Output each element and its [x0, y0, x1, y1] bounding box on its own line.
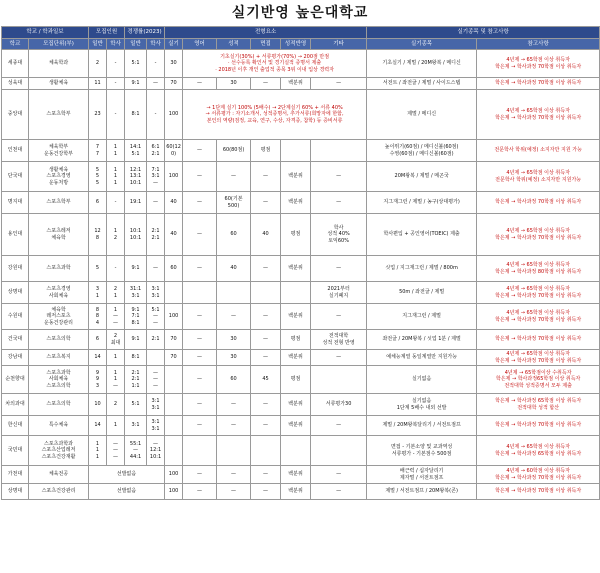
quota-bachelor-cell: 1 [107, 350, 125, 366]
practical-ratio-cell: 100 [165, 466, 183, 484]
quota-bachelor-cell: - [107, 50, 125, 78]
table-row [2, 282, 600, 304]
practical-ratio-cell: 70 [165, 78, 183, 90]
competition-bachelor-cell: 2:1 2:1 [147, 214, 165, 256]
column-header: 일반 [89, 39, 107, 50]
practical-ratio-cell [165, 366, 183, 394]
quota-bachelor-cell: 1 1 1 [107, 162, 125, 192]
column-header: 실기종목 [367, 39, 477, 50]
practical-items-cell: 20M왕복 / 제멀 / 메곤국 [367, 162, 477, 192]
competition-general-cell: 9:1 7:1 8:1 [125, 304, 147, 330]
grade-scale-cell: 백분위 [281, 78, 311, 90]
practical-ratio-cell: 100 [165, 304, 183, 330]
practical-items-cell: 실기없음 1단계 5배수 내외 선발 [367, 394, 477, 416]
reference-note-cell: 4년제 → 60학점 이상 취득자 학은제 → 학사과정 70학점 이상 취득자 [477, 466, 600, 484]
grade-cell: 60(80점) [217, 140, 251, 162]
etc-cell: — [311, 192, 367, 214]
grade-cell: 60 [217, 214, 251, 256]
table-row [2, 162, 600, 192]
etc-cell: — [311, 350, 367, 366]
interview-cell: — [251, 162, 281, 192]
practical-items-cell: 높이뛰기(60점) / 메디신볼(60점) 수영(60점) / 메디신볼(60점) [367, 140, 477, 162]
english-cell: — [183, 350, 217, 366]
practical-ratio-cell: 70 [165, 330, 183, 350]
quota-general-cell: 2 [89, 50, 107, 78]
etc-cell: 학사 성적 40% 토익60% [311, 214, 367, 256]
grade-cell: — [217, 304, 251, 330]
column-header: 기타 [311, 39, 367, 50]
grade-scale-cell: 백분위 [281, 350, 311, 366]
quota-general-cell: 3 1 [89, 282, 107, 304]
interview-cell [251, 282, 281, 304]
column-header: 참고사항 [477, 39, 600, 50]
grade-scale-cell: 백분위 [281, 466, 311, 484]
practical-items-cell: 좌전굴 / 20M왕복 / 싯업 1분 / 제멀 [367, 330, 477, 350]
column-header: 성적 [217, 39, 251, 50]
dept-cell: 스포츠경영 사회체육 [29, 282, 89, 304]
reference-note-cell: 전문학사 학위(예정) 소지자만 지원 가능 [477, 140, 600, 162]
practical-items-cell: 싯업 / 지그재그런 / 제멀 / 800m [367, 256, 477, 282]
competition-bachelor-cell: — [147, 192, 165, 214]
interview-cell: 평점 [251, 140, 281, 162]
quota-general-cell: 5 [89, 256, 107, 282]
school-cell: 가천대 [2, 466, 29, 484]
dept-cell: 스포츠레저 체육학 [29, 214, 89, 256]
etc-cell [311, 366, 367, 394]
competition-bachelor-cell: 7:1 3:1 — [147, 162, 165, 192]
competition-general-cell: 14:1 5:1 [125, 140, 147, 162]
competition-general-cell: 10:1 10:1 [125, 214, 147, 256]
practical-ratio-cell [165, 436, 183, 466]
competition-general-cell: 31:1 3:1 [125, 282, 147, 304]
school-cell: 단국대 [2, 162, 29, 192]
quota-bachelor-cell: 1 — — [107, 304, 125, 330]
competition-general-cell: 19:1 [125, 192, 147, 214]
admissions-table [1, 26, 600, 500]
competition-bachelor-cell: - [147, 50, 165, 78]
competition-general-cell: 12:1 13:1 10:1 [125, 162, 147, 192]
column-header: 성적반영 [281, 39, 311, 50]
grade-scale-cell: 백분위 [281, 256, 311, 282]
dept-cell: 스포츠의학 [29, 330, 89, 350]
school-cell: 상명대 [2, 484, 29, 500]
quota-general-cell: 8 8 4 [89, 304, 107, 330]
practical-items-cell: 기초실기 / 제멀 / 20M왕복 / 메디신 [367, 50, 477, 78]
school-cell: 상명대 [2, 282, 29, 304]
column-header: 학사 [107, 39, 125, 50]
english-cell: — [183, 256, 217, 282]
quota-general-cell: 7 7 [89, 140, 107, 162]
practical-ratio-cell: 100 [165, 484, 183, 500]
grade-cell: — [217, 394, 251, 416]
column-header: 학교 [2, 39, 29, 50]
quota-general-cell: 14 [89, 350, 107, 366]
column-header: 모집단위(부) [29, 39, 89, 50]
practical-ratio-cell: 40 [165, 192, 183, 214]
english-cell: — [183, 304, 217, 330]
table-row [2, 350, 600, 366]
table-row [2, 78, 600, 90]
competition-general-cell: 3:1 [125, 416, 147, 436]
school-cell: 건국대 [2, 330, 29, 350]
practical-ratio-cell: 100 [165, 162, 183, 192]
quota-bachelor-cell: 1 [107, 416, 125, 436]
competition-general-cell: 55:1 — 44:1 [125, 436, 147, 466]
dept-cell: 스포츠학부 [29, 192, 89, 214]
table-row [2, 140, 600, 162]
school-cell: 성육대 [2, 78, 29, 90]
grade-scale-cell [281, 140, 311, 162]
table-row [2, 466, 600, 484]
table-row [2, 90, 600, 140]
quota-bachelor-cell: 1 1 — [107, 366, 125, 394]
interview-cell: — [251, 484, 281, 500]
school-cell: 한신대 [2, 416, 29, 436]
school-cell: 강원대 [2, 256, 29, 282]
grade-scale-cell: 백분위 [281, 192, 311, 214]
practical-items-cell: 예체능계열 동일계열만 지원가능 [367, 350, 477, 366]
dept-cell: 체육학 레저스포츠 운동건강관리 [29, 304, 89, 330]
competition-bachelor-cell: — — — [147, 366, 165, 394]
reference-note-cell: 4년제 → 65학점 이상 취득자 학은제 → 학사과정 70학점 이상 취득자 [477, 282, 600, 304]
grade-cell [217, 282, 251, 304]
grade-scale-cell [281, 436, 311, 466]
reference-note-cell: 학은제 → 학사과정 70학점 이상 취득자 [477, 192, 600, 214]
interview-cell [251, 436, 281, 466]
competition-bachelor-cell: 3:1 3:1 [147, 394, 165, 416]
grade-scale-cell: 백분위 [281, 162, 311, 192]
interview-cell: — [251, 304, 281, 330]
school-cell: 순천향대 [2, 366, 29, 394]
quota-general-cell: 14 [89, 416, 107, 436]
quota-bachelor-cell: - [107, 192, 125, 214]
dept-cell: 스포츠복지 [29, 350, 89, 366]
grade-cell [217, 436, 251, 466]
header-group-competition: 경쟁률(2023) [125, 27, 165, 39]
competition-bachelor-cell: — 12:1 10:1 [147, 436, 165, 466]
english-cell: — [183, 140, 217, 162]
table-row [2, 330, 600, 350]
english-cell: — [183, 394, 217, 416]
reference-note-cell: 4년제 → 65학점 이상 취득자 학은제 → 학사과정 70학점 이상 취득자 [477, 50, 600, 78]
etc-cell: 서류평가30 [311, 394, 367, 416]
table-row [2, 50, 600, 78]
dept-cell: 생활체육 스포츠경영 운동처방 [29, 162, 89, 192]
quota-cell: 선발없음 [89, 466, 165, 484]
reference-note-cell: 학은제 → 학사과정 65학점 이상 취득자 전적대학 성적 합산 [477, 394, 600, 416]
table-row [2, 416, 600, 436]
competition-bachelor-cell: 3:1 3:1 [147, 416, 165, 436]
competition-bachelor-cell: — [147, 78, 165, 90]
interview-cell: — [251, 78, 281, 90]
grade-scale-cell: 평점 [281, 330, 311, 350]
competition-bachelor-cell: - [147, 90, 165, 140]
interview-cell: — [251, 330, 281, 350]
reference-note-cell: 4년제 → 65학점 이상 취득자 학은제 → 학사과정 70학점 이상 취득자 [477, 304, 600, 330]
grade-scale-cell: 백분위 [281, 394, 311, 416]
table-row [2, 394, 600, 416]
english-cell: — [183, 330, 217, 350]
quota-cell: 선발없음 [89, 484, 165, 500]
grade-cell: 60 [217, 366, 251, 394]
competition-general-cell: 8:1 [125, 350, 147, 366]
interview-cell: — [251, 394, 281, 416]
practical-items-cell: 학사편입 + 공인영어(TOEIC) 제출 [367, 214, 477, 256]
column-header: 실기 [165, 39, 183, 50]
etc-cell: 전적대학 성적 전형 반영 [311, 330, 367, 350]
practical-items-cell: 제멀 / 20M왕복달리기 / 서전트점프 [367, 416, 477, 436]
etc-cell: — [311, 78, 367, 90]
school-cell: 차의과대 [2, 394, 29, 416]
dept-cell: 스포츠과학 사회체육 스포츠의학 [29, 366, 89, 394]
quota-bachelor-cell: - [107, 78, 125, 90]
reference-note-cell: 4년제 → 65학점 이상 취득자 학은제 → 학사과정 80학점 이상 취득자 [477, 256, 600, 282]
practical-items-cell: 면접 - 기본소양 및 교과역성 서류평가 - 기본점수 500점 [367, 436, 477, 466]
practical-items-cell: 배근력 / 십자달리기 제자멀 / 서전트점프 [367, 466, 477, 484]
english-cell: — [183, 416, 217, 436]
school-cell: 강남대 [2, 350, 29, 366]
header-group-quota: 모집인원 [89, 27, 125, 39]
etc-cell: — [311, 466, 367, 484]
grade-cell: 30 [217, 350, 251, 366]
school-cell: 용인대 [2, 214, 29, 256]
practical-items-cell: 서전트 / 좌전굴 / 제멀 / 사이드스텝 [367, 78, 477, 90]
school-cell: 명지대 [2, 192, 29, 214]
column-header: 학사 [147, 39, 165, 50]
practical-ratio-cell: 70 [165, 350, 183, 366]
dept-cell: 체육전공 [29, 466, 89, 484]
reference-note-cell: 4년제 → 65학점 이상 취득자 학은제 → 학사과정 65학점 이상 취득자 [477, 436, 600, 466]
quota-general-cell: 11 [89, 78, 107, 90]
competition-general-cell: 9:1 [125, 256, 147, 282]
school-cell: 중앙대 [2, 90, 29, 140]
english-cell [183, 436, 217, 466]
reference-note-cell: 4년제 → 65학점 이상 취득자 학은제 → 학사과정 70학점 이상 취득자 [477, 90, 600, 140]
competition-bachelor-cell: 6:1 2:1 [147, 140, 165, 162]
etc-cell: — [311, 256, 367, 282]
reference-note-cell: 학은제 → 학사과정 70학점 이상 취득자 [477, 484, 600, 500]
reference-note-cell: 학은제 → 학사과정 70학점 이상 취득자 [477, 330, 600, 350]
quota-bachelor-cell: 1 1 [107, 140, 125, 162]
table-body [2, 50, 600, 500]
school-cell: 수원대 [2, 304, 29, 330]
grade-cell: 30 [217, 330, 251, 350]
grade-cell: 60(기본 500) [217, 192, 251, 214]
quota-bachelor-cell: 1 2 [107, 214, 125, 256]
interview-cell: — [251, 350, 281, 366]
grade-cell: — [217, 466, 251, 484]
quota-bachelor-cell: 2 1 [107, 282, 125, 304]
english-cell: — [183, 162, 217, 192]
quota-general-cell: 23 [89, 90, 107, 140]
grade-scale-cell: 백분위 [281, 416, 311, 436]
practical-items-cell: 지그재그런 / 제멀 / 농구(상대평가) [367, 192, 477, 214]
header-group-practical: 실기종목 및 참고사항 [367, 27, 600, 39]
practical-ratio-cell: 60 [165, 256, 183, 282]
practical-ratio-cell: 100 [165, 90, 183, 140]
table-row [2, 192, 600, 214]
practical-items-cell: 지그재그런 / 제멀 [367, 304, 477, 330]
page-title: 실기반영 높은대학교 [231, 5, 369, 21]
quota-general-cell: 9 9 3 [89, 366, 107, 394]
competition-general-cell: 5:1 [125, 50, 147, 78]
english-cell: — [183, 366, 217, 394]
etc-cell: — [311, 416, 367, 436]
grade-scale-cell: 백분위 [281, 304, 311, 330]
elements-note-cell: → 1단계 실기 100% (5배수) → 2단계실기 60% + 서류 40% → 서류평가 : 자기소개서, 성적증명서, 추가서류(희망자에 한함, 본인의 역량(검정, 교육, 연구, 수상, 자격증, 참학) 등 증비서류 [183, 90, 367, 140]
grade-scale-cell [281, 282, 311, 304]
dept-cell: 체육학부 운동건강학부 [29, 140, 89, 162]
grade-scale-cell: 백분위 [281, 484, 311, 500]
practical-ratio-cell [165, 282, 183, 304]
competition-bachelor-cell: 5:1 — — [147, 304, 165, 330]
english-cell: — [183, 214, 217, 256]
english-cell: — [183, 192, 217, 214]
practical-items-cell: 제멀 / 서전트점프 / 20M왕복(콘) [367, 484, 477, 500]
practical-ratio-cell [165, 394, 183, 416]
dept-cell: 스포츠과학과 스포츠산업레저 스포츠건강재활 [29, 436, 89, 466]
quota-bachelor-cell: - [107, 90, 125, 140]
quota-general-cell: 10 [89, 394, 107, 416]
competition-bachelor-cell [147, 350, 165, 366]
reference-note-cell: 4년제 → 65학점이상 수취득자 학은제 → 학사과정65학점 이상 취득자 전적대학 성적증명서 모두 제출 [477, 366, 600, 394]
competition-general-cell: 5:1 [125, 394, 147, 416]
etc-cell: — [311, 162, 367, 192]
quota-general-cell: 6 [89, 192, 107, 214]
dept-cell: 스포츠학부 [29, 90, 89, 140]
school-cell: 인천대 [2, 140, 29, 162]
elements-note-cell: 기초실기(30%) + 서류평가(70%) → 200점 만점 · 선수등록 확인서 및 경기실적 증명서 제출 · 2018년 이후 개인 출업적 종목 3위 이내 입상 경력자 [183, 50, 367, 78]
table-row [2, 304, 600, 330]
reference-note-cell: 학은제 → 학사과정 70학점 이상 취득자 [477, 416, 600, 436]
dept-cell: 체육학과 [29, 50, 89, 78]
grade-cell: 40 [217, 256, 251, 282]
etc-cell: 2021부터 실기폐지 [311, 282, 367, 304]
practical-items-cell: 50m / 좌전굴 / 제멀 [367, 282, 477, 304]
grade-scale-cell: 평점 [281, 366, 311, 394]
practical-ratio-cell: 60(12 0) [165, 140, 183, 162]
grade-cell: — [217, 162, 251, 192]
etc-cell: — [311, 484, 367, 500]
competition-general-cell: 8:1 [125, 90, 147, 140]
header-group-school: 학교 / 학과일보 [2, 27, 89, 39]
quota-bachelor-cell: - [107, 256, 125, 282]
interview-cell: — [251, 466, 281, 484]
grade-cell: — [217, 416, 251, 436]
table-row [2, 214, 600, 256]
grade-scale-cell: 평점 [281, 214, 311, 256]
practical-ratio-cell: 40 [165, 214, 183, 256]
quota-general-cell: 6 [89, 330, 107, 350]
reference-note-cell: 학은제 → 학사과정 70학점 이상 취득자 [477, 78, 600, 90]
quota-general-cell: 1 1 1 [89, 436, 107, 466]
practical-items-cell: 실기없음 [367, 366, 477, 394]
practical-items-cell: 제멀 / 메디신 [367, 90, 477, 140]
header-columns [2, 39, 600, 50]
column-header: 영어 [183, 39, 217, 50]
quota-bachelor-cell: — — — [107, 436, 125, 466]
interview-cell: 40 [251, 214, 281, 256]
competition-bachelor-cell: 2:1 [147, 330, 165, 350]
dept-cell: 스포츠건강관리 [29, 484, 89, 500]
competition-general-cell: 9:1 [125, 78, 147, 90]
dept-cell: 스포츠과학 [29, 256, 89, 282]
quota-bachelor-cell: 2 최대 [107, 330, 125, 350]
etc-cell: — [311, 304, 367, 330]
interview-cell: — [251, 256, 281, 282]
header-group-elements: 전형요소 [165, 27, 367, 39]
dept-cell: 스포츠의학 [29, 394, 89, 416]
column-header: 일반 [125, 39, 147, 50]
table-row [2, 484, 600, 500]
table-row [2, 436, 600, 466]
grade-cell: — [217, 484, 251, 500]
reference-note-cell: 4년제 → 65학점 이상 취득자 학은제 → 학사과정 70학점 이상 취득자 [477, 214, 600, 256]
table-row [2, 256, 600, 282]
table-row [2, 366, 600, 394]
school-cell: 세종대 [2, 50, 29, 78]
english-cell [183, 282, 217, 304]
practical-ratio-cell: 30 [165, 50, 183, 78]
dept-cell: 특수체육 [29, 416, 89, 436]
competition-general-cell: 2:1 2:1 1:1 [125, 366, 147, 394]
quota-bachelor-cell: 2 [107, 394, 125, 416]
interview-cell: — [251, 192, 281, 214]
column-header: 면접 [251, 39, 281, 50]
interview-cell: 45 [251, 366, 281, 394]
quota-general-cell: 12 8 [89, 214, 107, 256]
english-cell: — [183, 484, 217, 500]
competition-bachelor-cell: 3:1 3:1 [147, 282, 165, 304]
etc-cell [311, 140, 367, 162]
english-cell: — [183, 466, 217, 484]
quota-general-cell: 5 5 5 [89, 162, 107, 192]
competition-general-cell: 9:1 [125, 330, 147, 350]
reference-note-cell: 4년제 → 65학점 이상 취득자 학은제 → 학사과정 70학점 이상 취득자 [477, 350, 600, 366]
school-cell: 국민대 [2, 436, 29, 466]
practical-ratio-cell [165, 416, 183, 436]
competition-bachelor-cell: — [147, 256, 165, 282]
etc-cell [311, 436, 367, 466]
grade-cell: 30 [217, 78, 251, 90]
english-cell: — [183, 78, 217, 90]
reference-note-cell: 4년제 → 65학점 이상 취득자 전문학사 학위(예정) 소지자만 지원가능 [477, 162, 600, 192]
dept-cell: 생활체육 [29, 78, 89, 90]
interview-cell: — [251, 416, 281, 436]
